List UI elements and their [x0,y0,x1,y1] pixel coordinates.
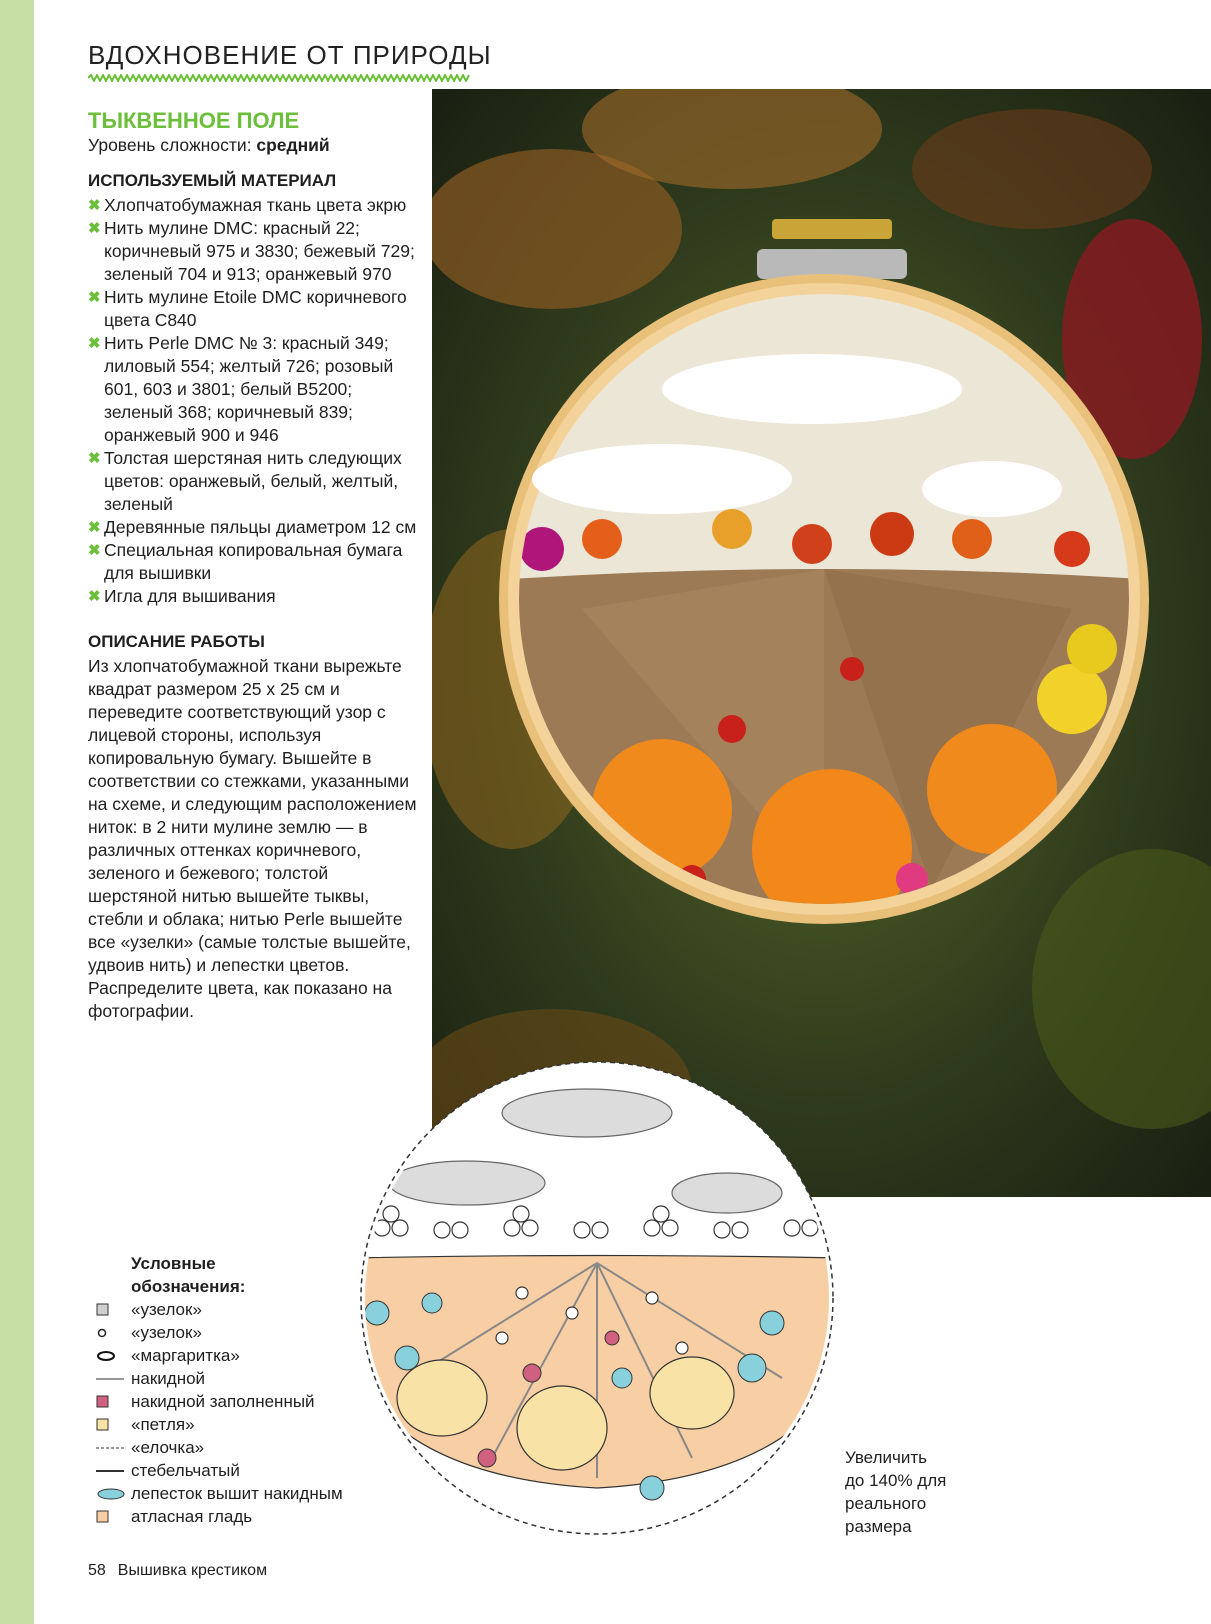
description-heading: ОПИСАНИЕ РАБОТЫ [88,632,265,651]
list-item: ✖ Нить мулине Etoile DMC коричневого цвета C840 [88,287,407,330]
header-zigzag-rule [88,74,470,82]
cross-bullet-icon: ✖ [88,519,101,536]
grey-line-icon [96,1372,131,1386]
list-item: ✖ Нить Perle DMC № 3: красный 349; лиловый 554; желтый 726; розовый 601, 603 и 3801; белый B5200; зеленый 368; коричневый 839; оранжевый 900 и 946 [88,333,394,445]
materials-list [88,194,418,608]
difficulty-line [88,134,418,157]
cross-bullet-icon: ✖ [88,335,101,352]
list-item: ✖ Деревянные пяльцы диаметром 12 см [88,517,417,537]
page-footer [88,1562,279,1580]
difficulty-value: средний [256,135,330,155]
list-item: ✖ Толстая шерстяная нить следующих цветов: оранжевый, белый, желтый, зеленый [88,448,402,514]
yellow-square-icon [96,1418,131,1432]
dark-line-icon [96,1464,131,1478]
legend-title-line1: Условные [131,1254,216,1273]
page-header: ВДОХНОВЕНИЕ ОТ ПРИРОДЫ [88,40,492,70]
enlarge-note: Увеличить до 140% для реального размера [845,1448,947,1536]
list-item: ✖ Игла для вышивания [88,586,276,606]
peach-square-icon [96,1510,131,1524]
page-number: 58 [88,1562,106,1579]
cross-bullet-icon: ✖ [88,588,101,605]
cross-bullet-icon: ✖ [88,197,101,214]
teal-petal-icon [96,1487,131,1501]
legend-row: лепесток вышит накидным [96,1482,396,1505]
legend-title-line2: обозначения: [131,1277,246,1296]
dashed-line-icon [96,1441,131,1455]
daisy-petal-icon [96,1349,131,1363]
grey-square-icon [96,1303,131,1317]
legend-row: накидной [96,1367,396,1390]
legend [96,1252,396,1528]
materials-heading: ИСПОЛЬЗУЕМЫЙ МАТЕРИАЛ [88,171,337,190]
small-circle-icon [96,1326,131,1340]
legend-row: «елочка» [96,1436,396,1459]
list-item: ✖ Хлопчатобумажная ткань цвета экрю [88,195,407,215]
cross-bullet-icon: ✖ [88,220,101,237]
embroidery-scheme-diagram [352,1058,842,1538]
list-item: ✖ Нить мулине DMC: красный 22; коричневый 975 и 3830; бежевый 729; зеленый 704 и 913; оранжевый 970 [88,218,415,284]
list-item: ✖ Специальная копировальная бумага для вышивки [88,540,403,583]
legend-row: «узелок» [96,1298,396,1321]
legend-row: «петля» [96,1413,396,1436]
legend-row: атласная гладь [96,1505,396,1528]
description-text: Из хлопчатобумажной ткани вырежьте квадрат размером 25 х 25 см и переведите соответствующий узор с лицевой стороны, используя копировальную бумагу. Вышейте в соответствии со стежками, указанными на схеме, и следующим расположением ниток: в 2 нити мулине землю — в различных оттенках коричневого, зеленого и бежевого; толстой шерстяной нитью вышейте тыквы, стебли и облака; нитью Perle вышейте все «узелки» (самые толстые вышейте, удвоив нить) и лепестки цветов. Распределите цвета, как показано на фотографии. [88,656,417,1021]
book-title: Вышивка крестиком [117,1562,268,1579]
legend-row: «маргаритка» [96,1344,396,1367]
difficulty-label: Уровень сложности: [88,135,257,155]
instructions-column [88,108,418,1023]
legend-row: накидной заполненный [96,1390,396,1413]
cross-bullet-icon: ✖ [88,450,101,467]
side-color-bar [0,0,34,1624]
cross-bullet-icon: ✖ [88,289,101,306]
cross-bullet-icon: ✖ [88,542,101,559]
legend-row: «узелок» [96,1321,396,1344]
project-title: ТЫКВЕННОЕ ПОЛЕ [88,108,300,133]
pink-square-icon [96,1395,131,1409]
embroidery-hoop-photo [432,89,1211,1197]
legend-row: стебельчатый [96,1459,396,1482]
